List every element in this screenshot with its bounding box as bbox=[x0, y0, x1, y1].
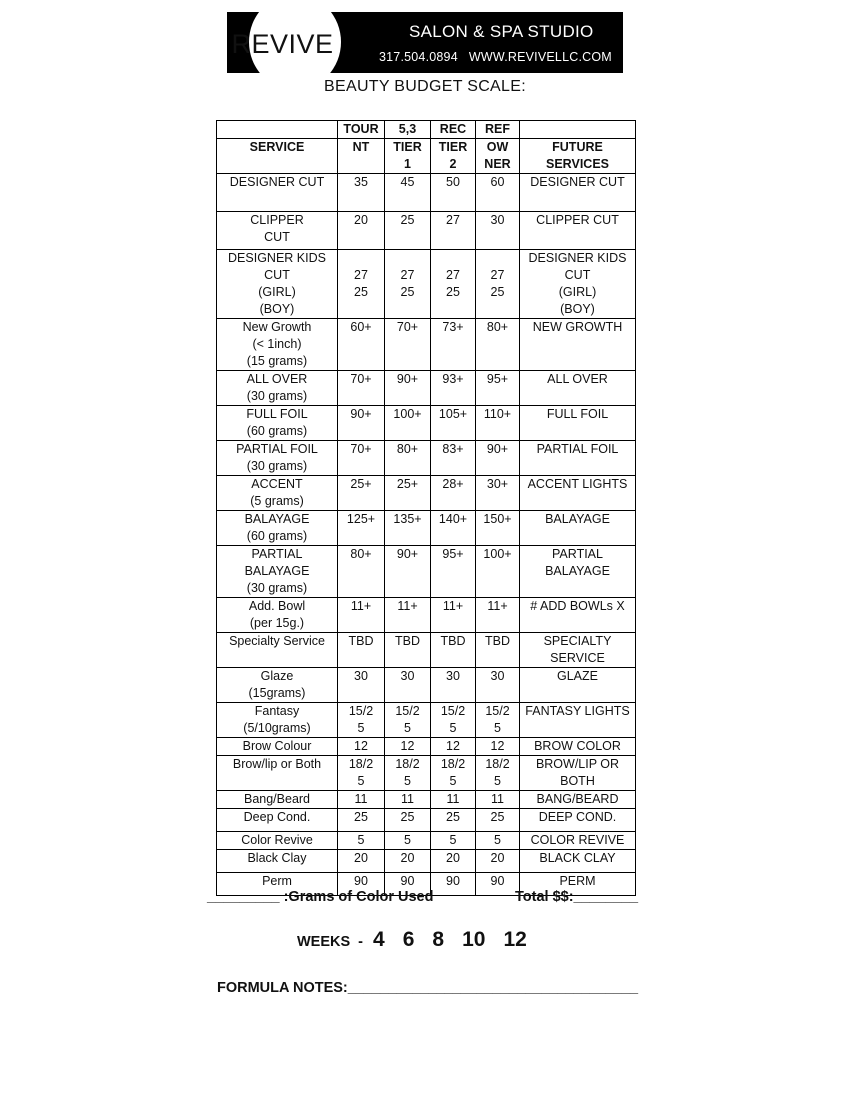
tournament-price-cell: 125+ bbox=[338, 511, 385, 546]
logo-banner bbox=[227, 12, 623, 73]
service-cell: Add. Bowl (per 15g.) bbox=[217, 598, 338, 633]
table-row bbox=[217, 832, 636, 850]
column-header bbox=[217, 121, 338, 139]
table-row bbox=[217, 476, 636, 511]
tier2-price-cell: 11+ bbox=[431, 598, 476, 633]
owner-price-cell: 11 bbox=[476, 791, 520, 809]
service-cell: BALAYAGE (60 grams) bbox=[217, 511, 338, 546]
tier2-price-cell: TBD bbox=[431, 633, 476, 668]
tier2-price-cell: 105+ bbox=[431, 406, 476, 441]
owner-price-cell: 90+ bbox=[476, 441, 520, 476]
service-cell: Fantasy (5/10grams) bbox=[217, 703, 338, 738]
tournament-price-cell: 12 bbox=[338, 738, 385, 756]
tournament-price-cell: 15/2 5 bbox=[338, 703, 385, 738]
column-header: OW NER bbox=[476, 139, 520, 174]
tournament-price-cell: 70+ bbox=[338, 371, 385, 406]
service-cell: Specialty Service bbox=[217, 633, 338, 668]
table-row bbox=[217, 756, 636, 791]
owner-price-cell: 95+ bbox=[476, 371, 520, 406]
future-service-cell: BALAYAGE bbox=[520, 511, 636, 546]
tier1-price-cell: 45 bbox=[385, 174, 431, 212]
tier1-price-cell: 70+ bbox=[385, 319, 431, 371]
table-row bbox=[217, 406, 636, 441]
tier2-price-cell: 30 bbox=[431, 668, 476, 703]
tier1-price-cell: 30 bbox=[385, 668, 431, 703]
service-cell: Black Clay bbox=[217, 850, 338, 873]
service-cell: DESIGNER KIDS CUT (GIRL) (BOY) bbox=[217, 250, 338, 319]
column-header: REC bbox=[431, 121, 476, 139]
service-cell: New Growth (< 1inch) (15 grams) bbox=[217, 319, 338, 371]
week-option: 4 bbox=[373, 928, 385, 951]
service-cell: ACCENT (5 grams) bbox=[217, 476, 338, 511]
logo-wordmark: REVIVE bbox=[231, 29, 334, 59]
week-option: 8 bbox=[432, 928, 445, 951]
service-cell: Color Revive bbox=[217, 832, 338, 850]
tournament-price-cell: 80+ bbox=[338, 546, 385, 598]
tier1-price-cell: 20 bbox=[385, 850, 431, 873]
tier1-price-cell: 100+ bbox=[385, 406, 431, 441]
column-header: TIER 2 bbox=[431, 139, 476, 174]
owner-price-cell: 30 bbox=[476, 668, 520, 703]
future-service-cell: FULL FOIL bbox=[520, 406, 636, 441]
tier1-price-cell: 25+ bbox=[385, 476, 431, 511]
weeks-label: WEEKS bbox=[297, 934, 351, 950]
phone-number: 317.504.0894 bbox=[379, 50, 458, 64]
formula-notes-field: FORMULA NOTES:____________________________________ bbox=[217, 980, 639, 996]
owner-price-cell: 150+ bbox=[476, 511, 520, 546]
tier2-price-cell: 73+ bbox=[431, 319, 476, 371]
tournament-price-cell: 27 25 bbox=[338, 250, 385, 319]
table-row bbox=[217, 319, 636, 371]
tournament-price-cell: 25+ bbox=[338, 476, 385, 511]
service-cell: Glaze (15grams) bbox=[217, 668, 338, 703]
tier1-price-cell: 27 25 bbox=[385, 250, 431, 319]
column-header: REF bbox=[476, 121, 520, 139]
column-header: 5,3 bbox=[385, 121, 431, 139]
table-row bbox=[217, 511, 636, 546]
tournament-price-cell: 60+ bbox=[338, 319, 385, 371]
future-service-cell: BANG/BEARD bbox=[520, 791, 636, 809]
table-row bbox=[217, 738, 636, 756]
owner-price-cell: 80+ bbox=[476, 319, 520, 371]
table-header-row bbox=[217, 121, 636, 139]
tier1-price-cell: 90+ bbox=[385, 371, 431, 406]
future-service-cell: ALL OVER bbox=[520, 371, 636, 406]
tournament-price-cell: 90 bbox=[338, 873, 385, 896]
salon-tagline: SALON & SPA STUDIO bbox=[409, 22, 594, 41]
owner-price-cell: 15/2 5 bbox=[476, 703, 520, 738]
future-service-cell: DEEP COND. bbox=[520, 809, 636, 832]
future-service-cell: DESIGNER KIDS CUT (GIRL) (BOY) bbox=[520, 250, 636, 319]
tier2-price-cell: 28+ bbox=[431, 476, 476, 511]
tournament-price-cell: 11 bbox=[338, 791, 385, 809]
service-cell: Brow Colour bbox=[217, 738, 338, 756]
tier2-price-cell: 5 bbox=[431, 832, 476, 850]
tier1-price-cell: 25 bbox=[385, 809, 431, 832]
owner-price-cell: 30 bbox=[476, 212, 520, 250]
future-service-cell: COLOR REVIVE bbox=[520, 832, 636, 850]
tier1-price-cell: 11+ bbox=[385, 598, 431, 633]
service-cell: Deep Cond. bbox=[217, 809, 338, 832]
service-cell: Bang/Beard bbox=[217, 791, 338, 809]
table-row bbox=[217, 212, 636, 250]
future-service-cell: PARTIAL BALAYAGE bbox=[520, 546, 636, 598]
future-service-cell: NEW GROWTH bbox=[520, 319, 636, 371]
tier1-price-cell: 90+ bbox=[385, 546, 431, 598]
column-header: NT bbox=[338, 139, 385, 174]
week-option: 10 bbox=[462, 928, 486, 951]
tier1-price-cell: 135+ bbox=[385, 511, 431, 546]
tier2-price-cell: 20 bbox=[431, 850, 476, 873]
service-cell: PARTIAL BALAYAGE (30 grams) bbox=[217, 546, 338, 598]
tournament-price-cell: 70+ bbox=[338, 441, 385, 476]
owner-price-cell: 60 bbox=[476, 174, 520, 212]
grams-used-field: _________ :Grams of Color Used bbox=[207, 889, 434, 905]
service-cell: Perm bbox=[217, 873, 338, 896]
future-service-cell: FANTASY LIGHTS bbox=[520, 703, 636, 738]
tournament-price-cell: 20 bbox=[338, 850, 385, 873]
table-row bbox=[217, 441, 636, 476]
owner-price-cell: 110+ bbox=[476, 406, 520, 441]
owner-price-cell: 5 bbox=[476, 832, 520, 850]
tier1-price-cell: 80+ bbox=[385, 441, 431, 476]
page-title: BEAUTY BUDGET SCALE: bbox=[324, 78, 526, 95]
weeks-row bbox=[297, 928, 545, 952]
tier2-price-cell: 15/2 5 bbox=[431, 703, 476, 738]
service-cell: PARTIAL FOIL (30 grams) bbox=[217, 441, 338, 476]
column-header: TIER 1 bbox=[385, 139, 431, 174]
tournament-price-cell: 25 bbox=[338, 809, 385, 832]
salon-contact bbox=[379, 50, 612, 64]
tier2-price-cell: 50 bbox=[431, 174, 476, 212]
tier2-price-cell: 27 bbox=[431, 212, 476, 250]
table-row bbox=[217, 809, 636, 832]
table-row bbox=[217, 371, 636, 406]
tier2-price-cell: 140+ bbox=[431, 511, 476, 546]
owner-price-cell: TBD bbox=[476, 633, 520, 668]
future-service-cell: BROW/LIP OR BOTH bbox=[520, 756, 636, 791]
table-row bbox=[217, 668, 636, 703]
owner-price-cell: 27 25 bbox=[476, 250, 520, 319]
table-row bbox=[217, 174, 636, 212]
tier2-price-cell: 93+ bbox=[431, 371, 476, 406]
future-service-cell: BROW COLOR bbox=[520, 738, 636, 756]
tier1-price-cell: 18/2 5 bbox=[385, 756, 431, 791]
tier2-price-cell: 95+ bbox=[431, 546, 476, 598]
future-service-cell: ACCENT LIGHTS bbox=[520, 476, 636, 511]
owner-price-cell: 90 bbox=[476, 873, 520, 896]
tournament-price-cell: 11+ bbox=[338, 598, 385, 633]
column-header: TOUR bbox=[338, 121, 385, 139]
tier2-price-cell: 25 bbox=[431, 809, 476, 832]
table-row bbox=[217, 791, 636, 809]
tier2-price-cell: 11 bbox=[431, 791, 476, 809]
table-header-row bbox=[217, 139, 636, 174]
tier2-price-cell: 90 bbox=[431, 873, 476, 896]
tournament-price-cell: 90+ bbox=[338, 406, 385, 441]
owner-price-cell: 18/2 5 bbox=[476, 756, 520, 791]
tier1-price-cell: 15/2 5 bbox=[385, 703, 431, 738]
tier1-price-cell: 11 bbox=[385, 791, 431, 809]
future-service-cell: DESIGNER CUT bbox=[520, 174, 636, 212]
website: WWW.REVIVELLC.COM bbox=[468, 50, 612, 64]
tier1-price-cell: 12 bbox=[385, 738, 431, 756]
table-row bbox=[217, 546, 636, 598]
owner-price-cell: 12 bbox=[476, 738, 520, 756]
future-service-cell: BLACK CLAY bbox=[520, 850, 636, 873]
tier1-price-cell: TBD bbox=[385, 633, 431, 668]
service-cell: DESIGNER CUT bbox=[217, 174, 338, 212]
tournament-price-cell: 20 bbox=[338, 212, 385, 250]
service-cell: FULL FOIL (60 grams) bbox=[217, 406, 338, 441]
future-service-cell: PERM bbox=[520, 873, 636, 896]
tournament-price-cell: 35 bbox=[338, 174, 385, 212]
future-service-cell: # ADD BOWLs X bbox=[520, 598, 636, 633]
tier1-price-cell: 25 bbox=[385, 212, 431, 250]
total-field: Total $$:________ bbox=[515, 889, 639, 905]
tier2-price-cell: 18/2 5 bbox=[431, 756, 476, 791]
tournament-price-cell: 18/2 5 bbox=[338, 756, 385, 791]
future-service-cell: GLAZE bbox=[520, 668, 636, 703]
table-row bbox=[217, 850, 636, 873]
column-header: FUTURE SERVICES bbox=[520, 139, 636, 174]
owner-price-cell: 30+ bbox=[476, 476, 520, 511]
service-cell: ALL OVER (30 grams) bbox=[217, 371, 338, 406]
owner-price-cell: 11+ bbox=[476, 598, 520, 633]
column-header bbox=[520, 121, 636, 139]
service-cell: CLIPPER CUT bbox=[217, 212, 338, 250]
future-service-cell: SPECIALTY SERVICE bbox=[520, 633, 636, 668]
tier2-price-cell: 83+ bbox=[431, 441, 476, 476]
price-table bbox=[216, 120, 636, 896]
future-service-cell: PARTIAL FOIL bbox=[520, 441, 636, 476]
tournament-price-cell: TBD bbox=[338, 633, 385, 668]
weeks-dash: - bbox=[358, 934, 364, 950]
owner-price-cell: 25 bbox=[476, 809, 520, 832]
tier2-price-cell: 27 25 bbox=[431, 250, 476, 319]
tournament-price-cell: 5 bbox=[338, 832, 385, 850]
table-row bbox=[217, 598, 636, 633]
table-row bbox=[217, 703, 636, 738]
owner-price-cell: 20 bbox=[476, 850, 520, 873]
table-row bbox=[217, 250, 636, 319]
tier1-price-cell: 5 bbox=[385, 832, 431, 850]
week-option: 6 bbox=[402, 928, 415, 951]
week-option: 12 bbox=[503, 928, 527, 951]
future-service-cell: CLIPPER CUT bbox=[520, 212, 636, 250]
service-cell: Brow/lip or Both bbox=[217, 756, 338, 791]
owner-price-cell: 100+ bbox=[476, 546, 520, 598]
tier2-price-cell: 12 bbox=[431, 738, 476, 756]
column-header: SERVICE bbox=[217, 139, 338, 174]
tier1-price-cell: 90 bbox=[385, 873, 431, 896]
table-row bbox=[217, 633, 636, 668]
tournament-price-cell: 30 bbox=[338, 668, 385, 703]
